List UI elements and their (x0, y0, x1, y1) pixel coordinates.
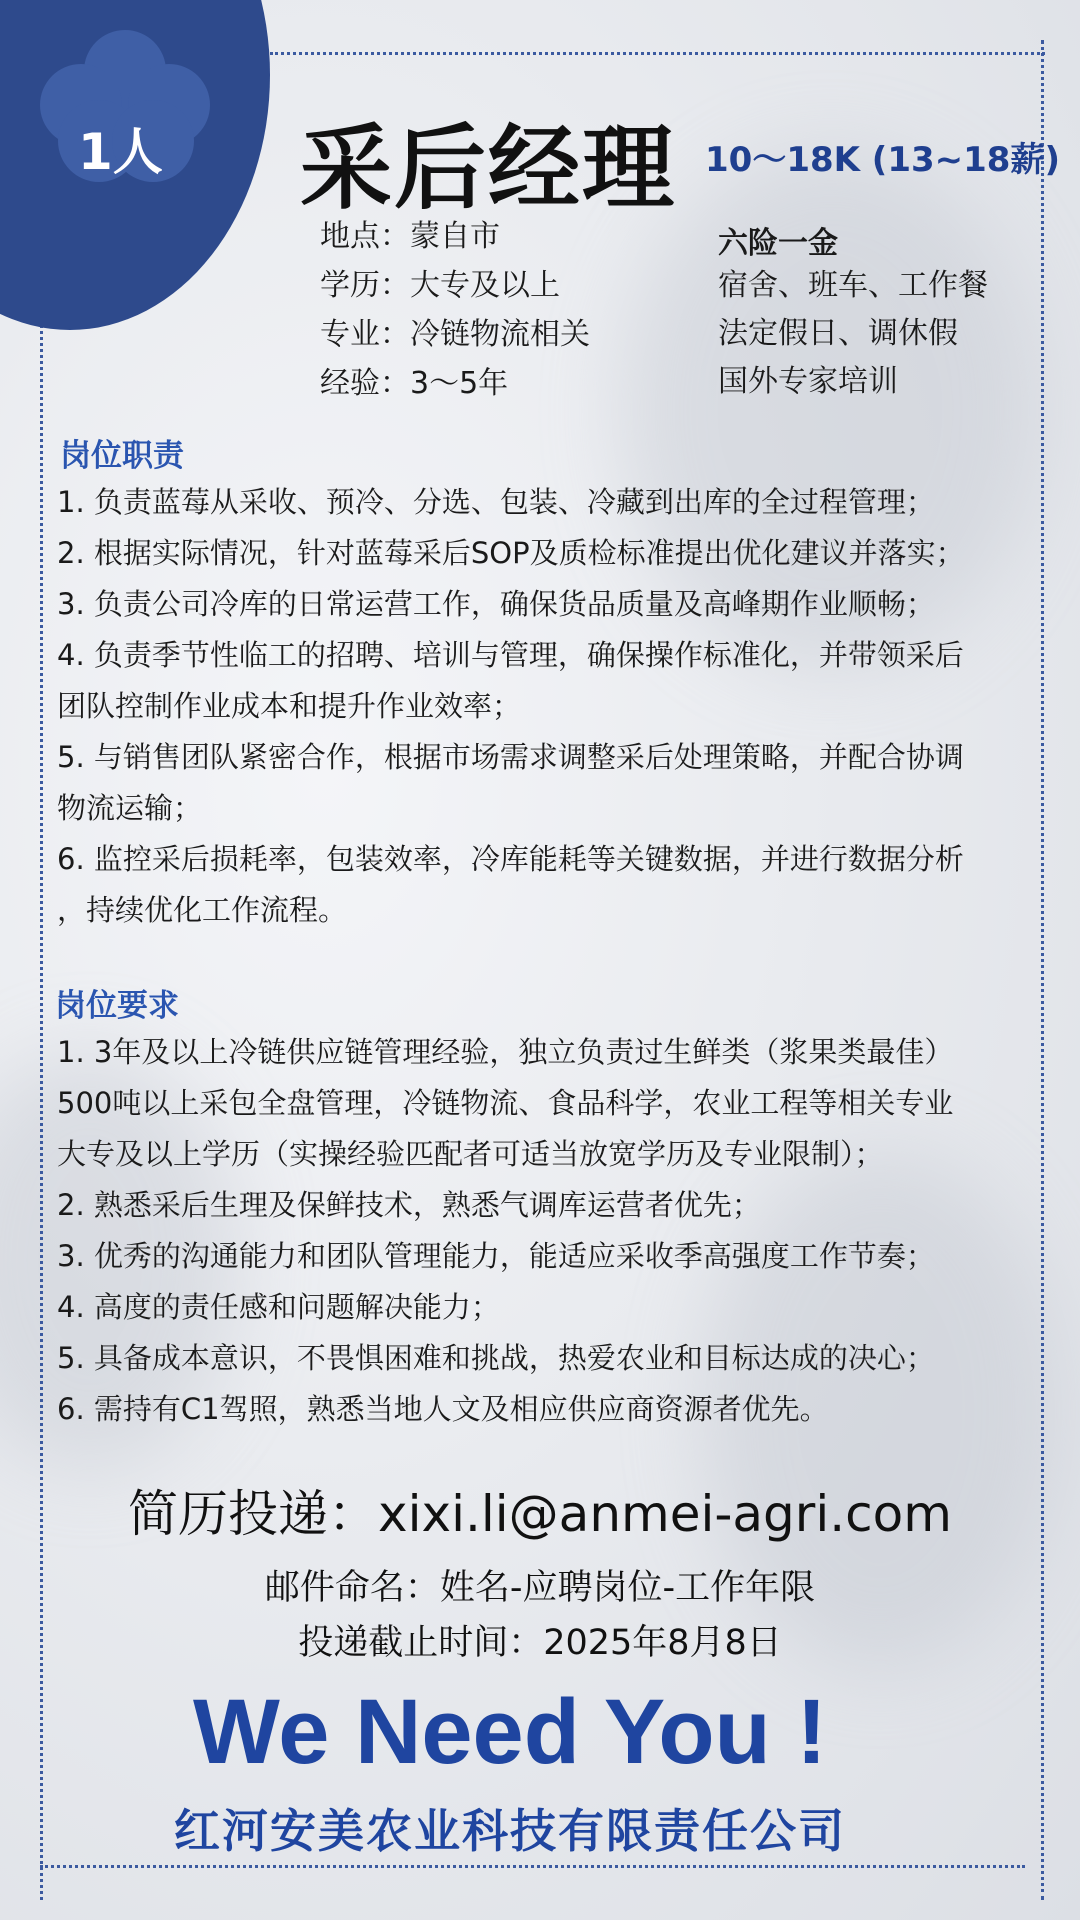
info-major: 专业：冷链物流相关 (320, 317, 590, 352)
duty-line: 6. 监控采后损耗率，包装效率，冷库能耗等关键数据，并进行数据分析 (57, 842, 964, 876)
benefits-list (718, 262, 988, 406)
duties-heading: 岗位职责 (60, 438, 184, 474)
duty-line: 3. 负责公司冷库的日常运营工作，确保货品质量及高峰期作业顺畅； (57, 587, 935, 621)
requirement-line: 2. 熟悉采后生理及保鲜技术，熟悉气调库运营者优先； (57, 1188, 761, 1222)
duty-line: 2. 根据实际情况，针对蓝莓采后SOP及质检标准提出优化建议并落实； (57, 536, 965, 570)
requirement-line: 6. 需持有C1驾照，熟悉当地人文及相应供应商资源者优先。 (57, 1392, 829, 1426)
requirements-heading: 岗位要求 (55, 988, 179, 1024)
resume-email[interactable]: 简历投递：xixi.li@anmei-agri.com (128, 1485, 952, 1543)
requirement-line: 4. 高度的责任感和问题解决能力； (57, 1290, 500, 1324)
info-location: 地点：蒙自市 (320, 219, 500, 254)
company-name: 红河安美农业科技有限责任公司 (174, 1804, 846, 1858)
duty-line: 物流运输； (57, 791, 203, 825)
benefits-title: 六险一金 (718, 226, 838, 261)
job-title: 采后经理 (300, 115, 677, 222)
duty-line: 1. 负责蓝莓从采收、预冷、分选、包装、冷藏到出库的全过程管理； (57, 485, 935, 519)
benefit-item: 宿舍、班车、工作餐 (718, 268, 988, 303)
requirement-line: 1. 3年及以上冷链供应链管理经验，独立负责过生鲜类（浆果类最佳） (57, 1035, 954, 1069)
slogan: We Need You ! (193, 1681, 827, 1783)
headcount-label: 1人 (78, 123, 163, 181)
benefit-item: 法定假日、调休假 (718, 316, 958, 351)
duty-line: 5. 与销售团队紧密合作，根据市场需求调整采后处理策略，并配合协调 (57, 740, 964, 774)
requirement-line: 5. 具备成本意识，不畏惧困难和挑战，热爱农业和目标达成的决心； (57, 1341, 935, 1375)
requirement-line: 3. 优秀的沟通能力和团队管理能力，能适应采收季高强度工作节奏； (57, 1239, 935, 1273)
requirement-line: 大专及以上学历（实操经验匹配者可适当放宽学历及专业限制）； (57, 1137, 884, 1171)
info-education: 学历：大专及以上 (320, 268, 560, 303)
duty-line: 团队控制作业成本和提升作业效率； (57, 689, 522, 723)
duty-line: 4. 负责季节性临工的招聘、培训与管理，确保操作标准化，并带领采后 (57, 638, 964, 672)
requirements-list (57, 1027, 1032, 1435)
info-experience: 经验：3～5年 (320, 366, 509, 401)
job-info (320, 212, 590, 408)
salary-range: 10～18K (13~18薪) (705, 140, 1061, 180)
application-deadline: 投递截止时间：2025年8月8日 (298, 1623, 782, 1663)
duties-list (57, 477, 1032, 936)
duty-line: ，持续优化工作流程。 (57, 893, 348, 927)
email-naming-rule: 邮件命名：姓名-应聘岗位-工作年限 (264, 1568, 816, 1608)
requirement-line: 500吨以上采包全盘管理，冷链物流、食品科学，农业工程等相关专业 (57, 1086, 954, 1120)
benefit-item: 国外专家培训 (718, 364, 898, 399)
dotted-border-top (270, 52, 1045, 55)
dotted-border-bottom (40, 1865, 1025, 1868)
